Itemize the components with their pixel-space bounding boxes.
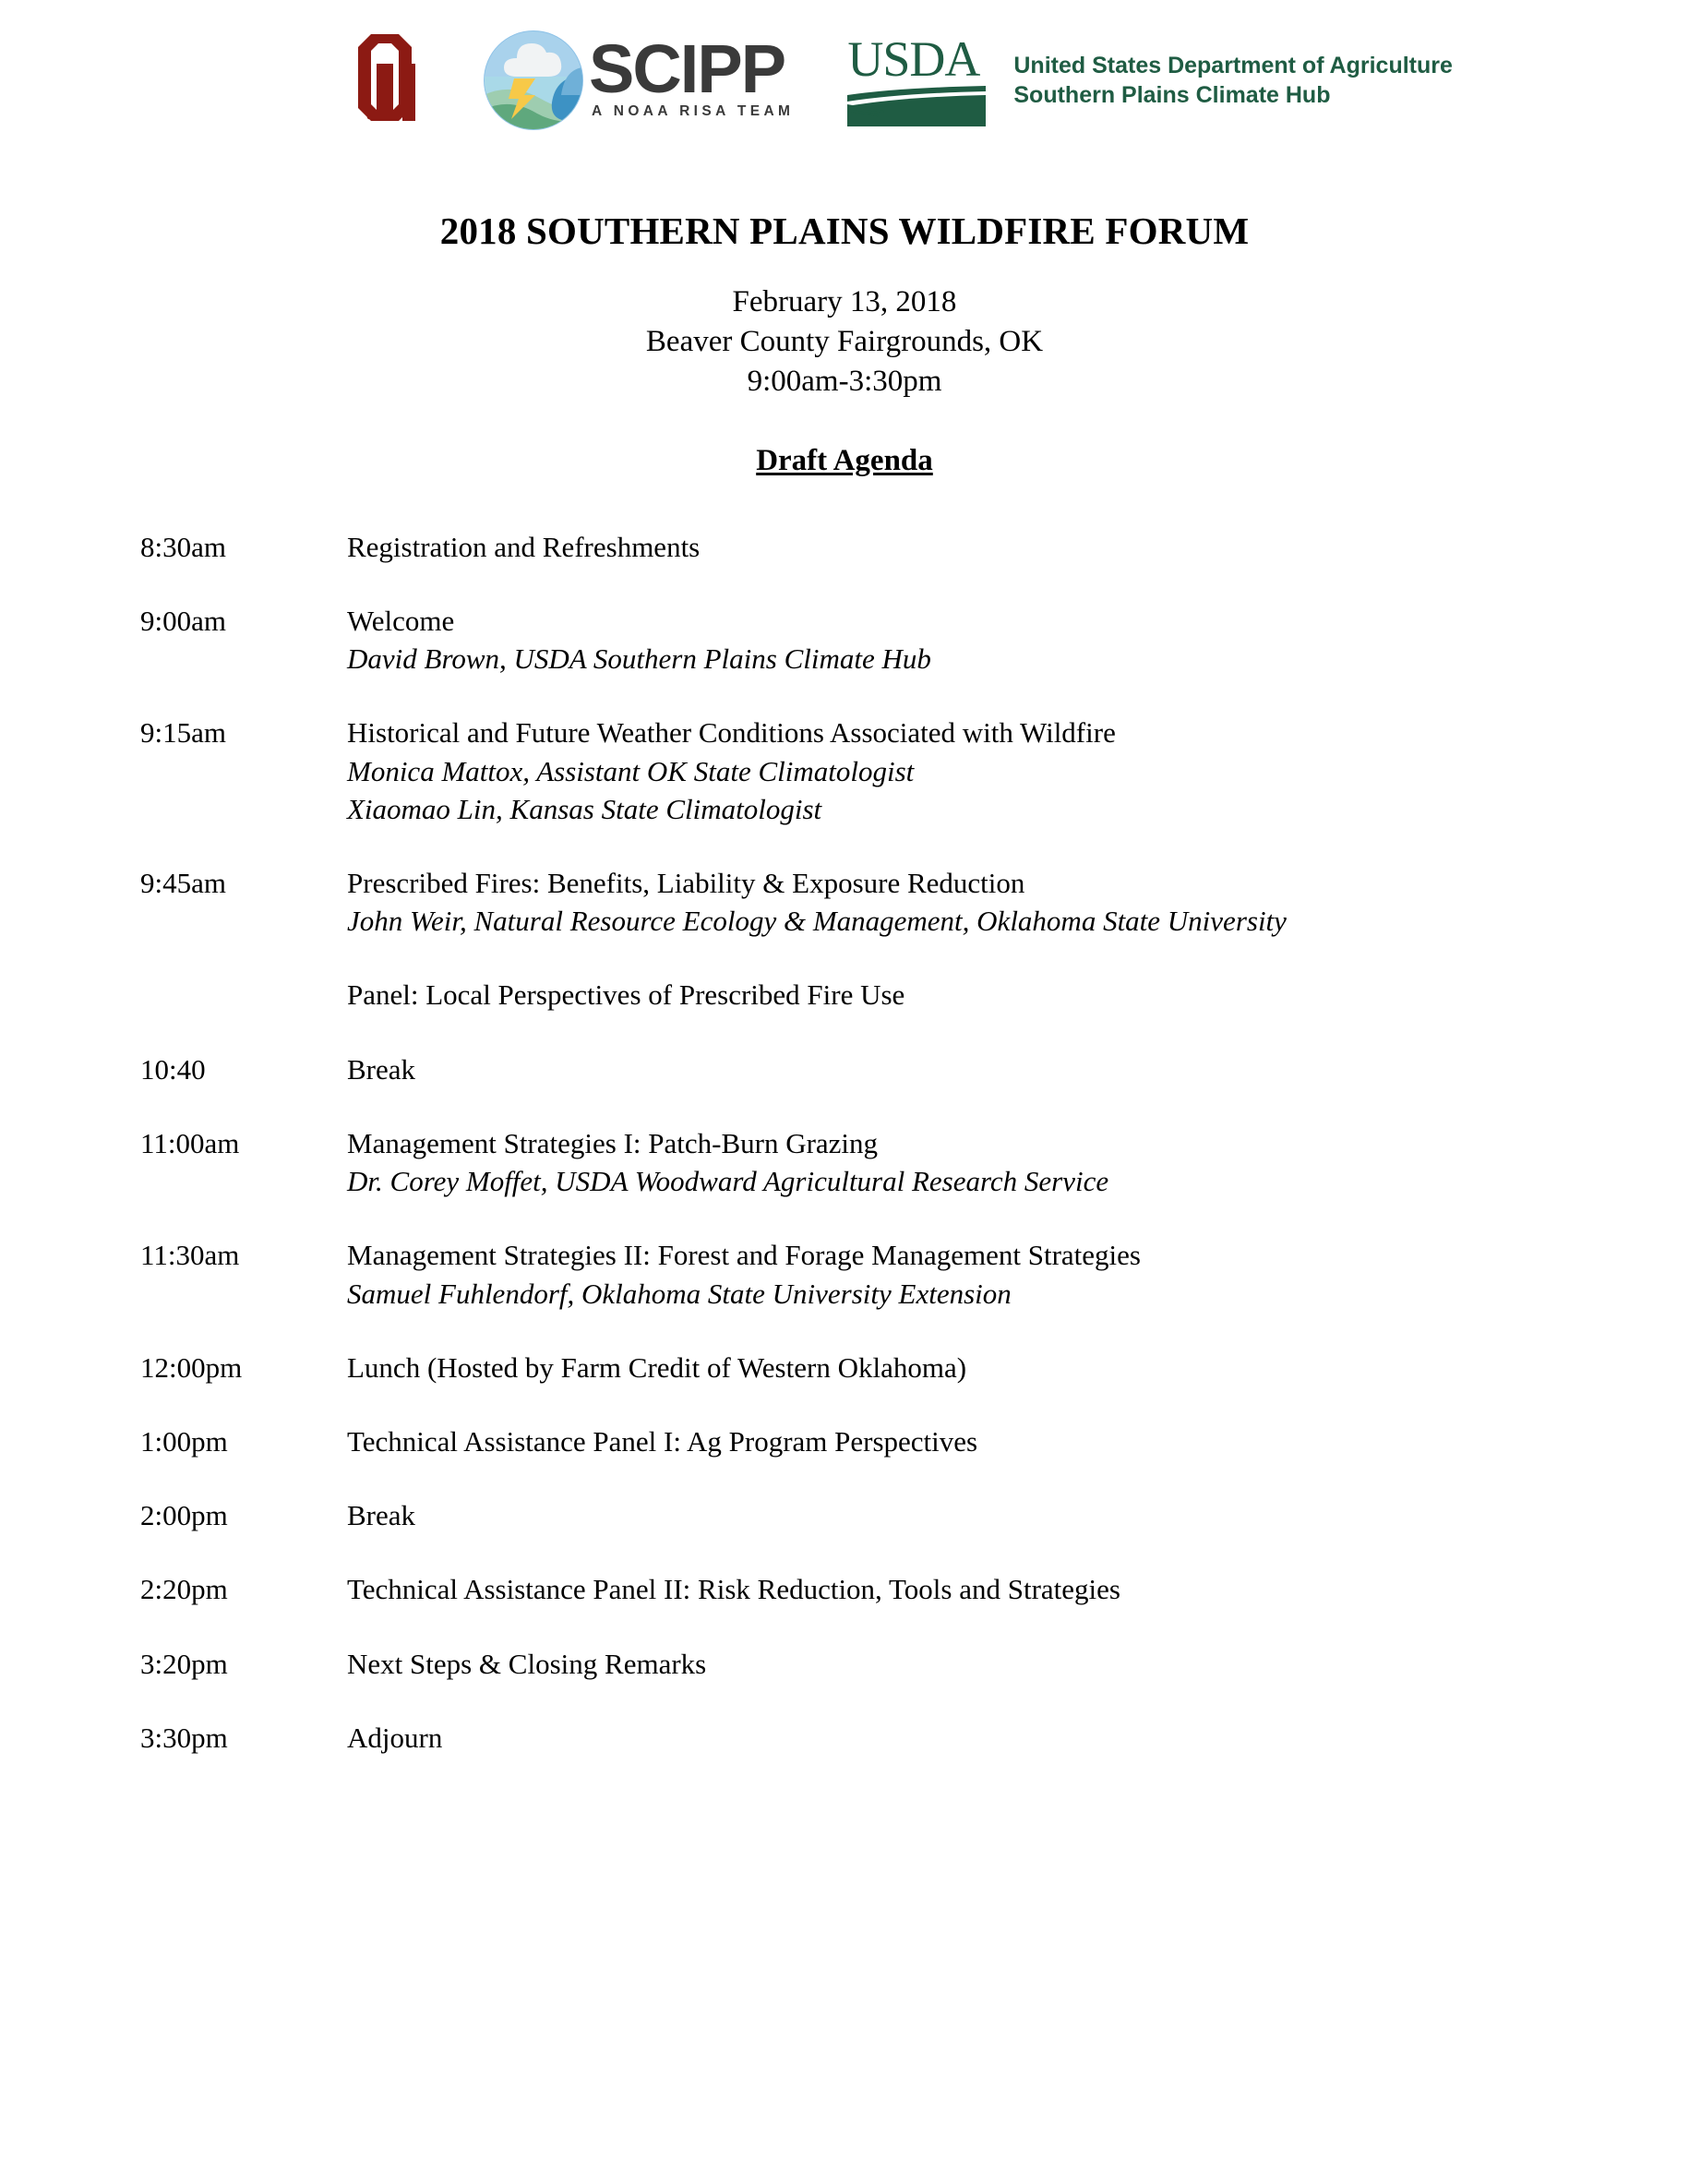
scipp-globe-svg: [484, 30, 583, 130]
agenda-entry: [347, 528, 1597, 566]
scipp-wordblock: [589, 30, 795, 120]
event-location: Beaver County Fairgrounds, OK: [645, 324, 1044, 358]
agenda-entry: [347, 1645, 1597, 1683]
agenda-entry: [347, 1349, 1597, 1386]
page-title: 2018 SOUTHERN PLAINS WILDFIRE FORUM: [439, 210, 1250, 252]
agenda-time: 11:00am: [140, 1126, 240, 1159]
agenda-row: [140, 602, 1597, 678]
event-details: [0, 282, 1689, 402]
scipp-tagline: A NOAA RISA TEAM: [592, 103, 795, 120]
agenda-row: [140, 1719, 1597, 1757]
agenda-entry: [347, 1236, 1597, 1312]
agenda-title: Break: [347, 1052, 416, 1086]
agenda-speaker: David Brown, USDA Southern Plains Climate Hub: [347, 642, 931, 676]
agenda-speaker: John Weir, Natural Resource Ecology & Management, Oklahoma State University: [347, 905, 1287, 938]
event-hours: 9:00am-3:30pm: [747, 364, 942, 398]
agenda-title: Adjourn: [347, 1721, 443, 1754]
usda-line-2: Southern Plains Climate Hub: [1013, 82, 1331, 108]
usda-text-block: [1013, 51, 1453, 110]
agenda-entry: [347, 602, 1597, 678]
agenda-section-heading-text: Draft Agenda: [756, 443, 933, 477]
agenda-title: Break: [347, 1499, 416, 1532]
agenda-row: [140, 1050, 1597, 1088]
agenda-title: Management Strategies I: Patch-Burn Grazing: [347, 1126, 879, 1159]
agenda-section-heading: [0, 444, 1689, 478]
agenda-entry: [347, 714, 1597, 828]
agenda-time: 3:30pm: [140, 1721, 228, 1754]
agenda-title: Management Strategies II: Forest and Forage Management Strategies: [347, 1239, 1141, 1272]
agenda-title: Registration and Refreshments: [347, 530, 701, 563]
agenda-row: [140, 1496, 1597, 1534]
logo-band: [0, 0, 1689, 129]
agenda-row: [140, 1236, 1597, 1312]
agenda-time: 1:00pm: [140, 1424, 228, 1458]
agenda-time: 10:40: [140, 1052, 206, 1086]
agenda-entry: [347, 864, 1597, 940]
agenda-time: 11:30am: [140, 1239, 240, 1272]
agenda-time: 8:30am: [140, 530, 226, 563]
agenda-time: 9:15am: [140, 716, 226, 750]
agenda-row: [140, 1124, 1597, 1200]
agenda-entry: [347, 1719, 1597, 1757]
usda-field-icon: [847, 86, 986, 126]
agenda-speaker: Xiaomao Lin, Kansas State Climatologist: [347, 792, 822, 825]
usda-field-svg: [847, 86, 986, 126]
agenda-row: [140, 1570, 1597, 1608]
agenda-title: Historical and Future Weather Conditions Associated with Wildfire: [347, 716, 1116, 750]
agenda-entry: [347, 976, 1597, 1014]
agenda-title: Lunch (Hosted by Farm Credit of Western Oklahoma): [347, 1350, 967, 1384]
usda-mark: [847, 31, 986, 126]
agenda-title: Next Steps & Closing Remarks: [347, 1647, 707, 1680]
agenda-speaker: Monica Mattox, Assistant OK State Climatologist: [347, 754, 915, 787]
agenda-row: [140, 1349, 1597, 1386]
ou-monogram-icon: [351, 30, 436, 134]
ou-logo: [351, 30, 436, 130]
agenda-time: 12:00pm: [140, 1350, 243, 1384]
agenda-time: 9:00am: [140, 604, 226, 637]
agenda-speaker: Samuel Fuhlendorf, Oklahoma State University Extension: [347, 1277, 1012, 1310]
agenda-time: 2:20pm: [140, 1573, 228, 1606]
agenda-row: [140, 528, 1597, 566]
agenda-speaker: Dr. Corey Moffet, USDA Woodward Agricultural Research Service: [347, 1165, 1109, 1198]
usda-line-1: United States Department of Agriculture: [1013, 53, 1453, 78]
agenda-row: [140, 864, 1597, 940]
agenda-row: [140, 714, 1597, 828]
agenda-list: [0, 528, 1689, 1757]
event-date: February 13, 2018: [732, 285, 957, 318]
agenda-title: Panel: Local Perspectives of Prescribed Fire Use: [347, 978, 905, 1012]
agenda-time: 3:20pm: [140, 1647, 228, 1680]
agenda-entry: [347, 1124, 1597, 1200]
agenda-title: Technical Assistance Panel II: Risk Reduction, Tools and Strategies: [347, 1573, 1120, 1606]
agenda-entry: [347, 1570, 1597, 1608]
agenda-title: Prescribed Fires: Benefits, Liability & Exposure Reduction: [347, 866, 1025, 899]
usda-logo: [847, 31, 1453, 126]
agenda-time: 2:00pm: [140, 1499, 228, 1532]
scipp-globe-icon: [484, 30, 583, 130]
agenda-row: [140, 1422, 1597, 1460]
agenda-entry: [347, 1496, 1597, 1534]
agenda-title: Welcome: [347, 604, 455, 637]
agenda-entry: [347, 1050, 1597, 1088]
scipp-wordmark: SCIPP: [589, 30, 785, 107]
agenda-time: 9:45am: [140, 866, 226, 899]
agenda-title: Technical Assistance Panel I: Ag Program Perspectives: [347, 1424, 978, 1458]
agenda-row: [140, 976, 1597, 1014]
scipp-logo: [484, 30, 794, 130]
agenda-entry: [347, 1422, 1597, 1460]
usda-wordmark: USDA: [847, 31, 980, 87]
agenda-row: [140, 1645, 1597, 1683]
